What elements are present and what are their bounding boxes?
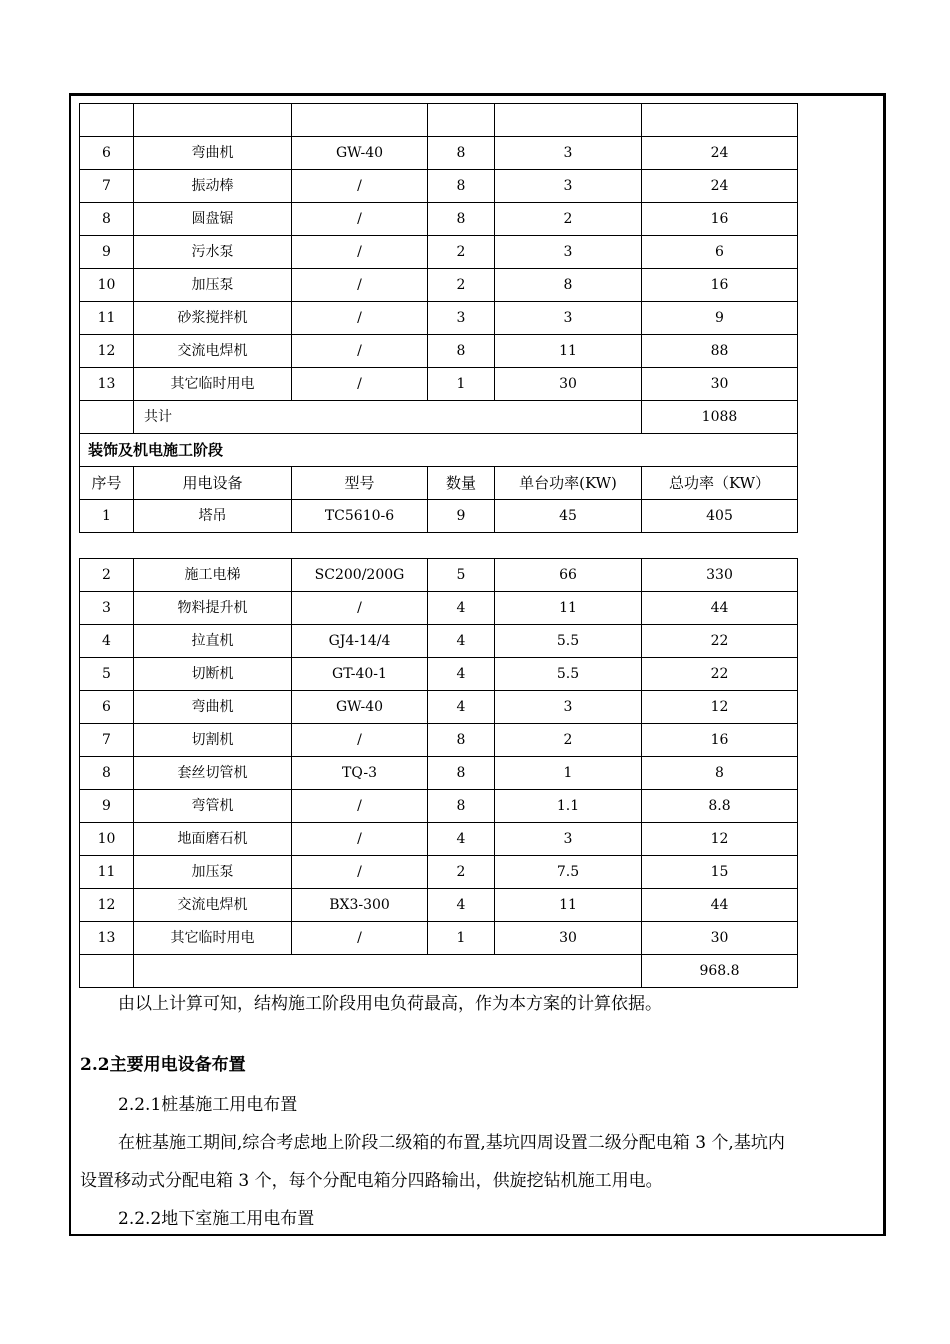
cell-qty: 8	[428, 724, 495, 757]
power-table-structure	[79, 103, 798, 533]
section-heading-row	[80, 434, 798, 467]
cell-no: 8	[80, 757, 134, 790]
cell-model: TC5610-6	[292, 500, 428, 533]
cell-unit-power: 5.5	[495, 625, 642, 658]
cell-no	[80, 104, 134, 137]
table-row	[80, 625, 798, 658]
cell-qty: 4	[428, 889, 495, 922]
cell-unit-power: 3	[495, 302, 642, 335]
total-row	[80, 401, 798, 434]
cell-total-power: 16	[642, 724, 798, 757]
cell-no: 序号	[80, 467, 134, 500]
cell-model	[292, 104, 428, 137]
cell-model: BX3-300	[292, 889, 428, 922]
cell-empty	[80, 401, 134, 434]
cell-unit-power: 11	[495, 889, 642, 922]
section-heading-2-2-2: 2.2.2地下室施工用电布置	[118, 1209, 315, 1229]
cell-device: 拉直机	[134, 625, 292, 658]
section-heading: 装饰及机电施工阶段	[80, 434, 798, 467]
cell-total-power	[642, 104, 798, 137]
cell-device: 用电设备	[134, 467, 292, 500]
cell-qty: 4	[428, 823, 495, 856]
cell-model: /	[292, 856, 428, 889]
cell-qty: 8	[428, 170, 495, 203]
cell-unit-power: 30	[495, 922, 642, 955]
cell-model: /	[292, 922, 428, 955]
cell-device: 其它临时用电	[134, 368, 292, 401]
cell-model: /	[292, 335, 428, 368]
table-row	[80, 757, 798, 790]
cell-device: 加压泵	[134, 856, 292, 889]
cell-device: 物料提升机	[134, 592, 292, 625]
cell-total-power: 30	[642, 368, 798, 401]
cell-no: 10	[80, 269, 134, 302]
cell-unit-power: 3	[495, 691, 642, 724]
table-row	[80, 592, 798, 625]
section-heading-2-2-1: 2.2.1桩基施工用电布置	[118, 1095, 298, 1115]
paragraph-line-1: 在桩基施工期间,综合考虑地上阶段二级箱的布置,基坑四周设置二级分配电箱 3 个,基坑内	[118, 1133, 785, 1153]
cell-model: /	[292, 724, 428, 757]
cell-qty: 1	[428, 368, 495, 401]
cell-device: 切割机	[134, 724, 292, 757]
cell-empty	[80, 955, 134, 988]
cell-empty	[134, 955, 642, 988]
table-row	[80, 559, 798, 592]
cell-qty: 2	[428, 269, 495, 302]
cell-unit-power: 5.5	[495, 658, 642, 691]
cell-device: 交流电焊机	[134, 889, 292, 922]
cell-no: 13	[80, 368, 134, 401]
cell-qty: 4	[428, 625, 495, 658]
total-row	[80, 955, 798, 988]
table-row	[80, 467, 798, 500]
cell-total-power: 330	[642, 559, 798, 592]
cell-model: /	[292, 368, 428, 401]
table-row	[80, 236, 798, 269]
cell-unit-power: 单台功率(KW)	[495, 467, 642, 500]
cell-no: 4	[80, 625, 134, 658]
cell-total-power: 15	[642, 856, 798, 889]
cell-total-power: 9	[642, 302, 798, 335]
cell-unit-power: 7.5	[495, 856, 642, 889]
cell-model: GT-40-1	[292, 658, 428, 691]
table-row	[80, 658, 798, 691]
cell-qty: 4	[428, 658, 495, 691]
cell-no: 11	[80, 302, 134, 335]
table-row	[80, 203, 798, 236]
cell-no: 7	[80, 170, 134, 203]
cell-unit-power: 2	[495, 203, 642, 236]
cell-total-power: 8.8	[642, 790, 798, 823]
cell-unit-power: 66	[495, 559, 642, 592]
cell-model: /	[292, 790, 428, 823]
cell-qty: 8	[428, 790, 495, 823]
cell-model: SC200/200G	[292, 559, 428, 592]
cell-no: 3	[80, 592, 134, 625]
cell-unit-power: 3	[495, 236, 642, 269]
table-row	[80, 302, 798, 335]
cell-model: GJ4-14/4	[292, 625, 428, 658]
cell-qty: 2	[428, 236, 495, 269]
cell-device: 切断机	[134, 658, 292, 691]
cell-total-power: 12	[642, 823, 798, 856]
cell-total-power: 22	[642, 625, 798, 658]
cell-qty: 8	[428, 335, 495, 368]
conclusion-text: 由以上计算可知，结构施工阶段用电负荷最高，作为本方案的计算依据。	[118, 994, 662, 1014]
cell-device: 塔吊	[134, 500, 292, 533]
table-row	[80, 269, 798, 302]
cell-total-power: 405	[642, 500, 798, 533]
cell-no: 12	[80, 889, 134, 922]
cell-total-power: 88	[642, 335, 798, 368]
cell-qty: 8	[428, 203, 495, 236]
cell-total-power: 16	[642, 203, 798, 236]
cell-device: 施工电梯	[134, 559, 292, 592]
table-row	[80, 889, 798, 922]
cell-qty: 8	[428, 757, 495, 790]
cell-no: 2	[80, 559, 134, 592]
cell-device: 弯曲机	[134, 137, 292, 170]
cell-no: 8	[80, 203, 134, 236]
cell-model: /	[292, 236, 428, 269]
cell-unit-power: 1.1	[495, 790, 642, 823]
cell-model: TQ-3	[292, 757, 428, 790]
cell-model: /	[292, 203, 428, 236]
cell-device: 砂浆搅拌机	[134, 302, 292, 335]
cell-total-power: 22	[642, 658, 798, 691]
cell-model: GW-40	[292, 691, 428, 724]
cell-model: 型号	[292, 467, 428, 500]
cell-no: 12	[80, 335, 134, 368]
cell-unit-power: 30	[495, 368, 642, 401]
cell-model: GW-40	[292, 137, 428, 170]
cell-total-power: 8	[642, 757, 798, 790]
cell-total-power: 24	[642, 137, 798, 170]
table-row	[80, 500, 798, 533]
cell-unit-power: 3	[495, 170, 642, 203]
cell-device: 污水泵	[134, 236, 292, 269]
cell-qty: 9	[428, 500, 495, 533]
cell-total-power: 6	[642, 236, 798, 269]
cell-device: 交流电焊机	[134, 335, 292, 368]
table-row	[80, 691, 798, 724]
total-value: 968.8	[642, 955, 798, 988]
cell-device: 地面磨石机	[134, 823, 292, 856]
cell-unit-power: 2	[495, 724, 642, 757]
cell-no: 5	[80, 658, 134, 691]
cell-model: /	[292, 269, 428, 302]
cell-unit-power: 8	[495, 269, 642, 302]
cell-qty: 4	[428, 691, 495, 724]
cell-model: /	[292, 302, 428, 335]
cell-device: 圆盘锯	[134, 203, 292, 236]
paragraph-line-2: 设置移动式分配电箱 3 个，每个分配电箱分四路输出，供旋挖钻机施工用电。	[80, 1171, 663, 1191]
cell-qty: 数量	[428, 467, 495, 500]
cell-device: 振动棒	[134, 170, 292, 203]
cell-no: 11	[80, 856, 134, 889]
cell-model: /	[292, 170, 428, 203]
cell-no: 9	[80, 790, 134, 823]
cell-unit-power: 45	[495, 500, 642, 533]
cell-qty: 3	[428, 302, 495, 335]
cell-qty: 1	[428, 922, 495, 955]
cell-qty: 5	[428, 559, 495, 592]
cell-unit-power: 11	[495, 592, 642, 625]
cell-qty	[428, 104, 495, 137]
cell-total-power: 30	[642, 922, 798, 955]
cell-qty: 8	[428, 137, 495, 170]
total-label: 共计	[134, 401, 642, 434]
cell-total-power: 16	[642, 269, 798, 302]
cell-no: 10	[80, 823, 134, 856]
table-row	[80, 823, 798, 856]
cell-device: 弯曲机	[134, 691, 292, 724]
cell-total-power: 总功率（KW）	[642, 467, 798, 500]
cell-qty: 4	[428, 592, 495, 625]
cell-unit-power: 3	[495, 137, 642, 170]
table-row	[80, 790, 798, 823]
cell-qty: 2	[428, 856, 495, 889]
cell-device: 套丝切管机	[134, 757, 292, 790]
cell-total-power: 44	[642, 889, 798, 922]
cell-device: 加压泵	[134, 269, 292, 302]
cell-total-power: 12	[642, 691, 798, 724]
section-heading-2-2: 2.2主要用电设备布置	[80, 1055, 246, 1075]
cell-no: 13	[80, 922, 134, 955]
cell-model: /	[292, 823, 428, 856]
cell-no: 6	[80, 691, 134, 724]
cell-device: 其它临时用电	[134, 922, 292, 955]
cell-device	[134, 104, 292, 137]
table-row	[80, 724, 798, 757]
table-row	[80, 856, 798, 889]
cell-total-power: 24	[642, 170, 798, 203]
table-row	[80, 104, 798, 137]
cell-unit-power: 1	[495, 757, 642, 790]
cell-no: 6	[80, 137, 134, 170]
cell-device: 弯管机	[134, 790, 292, 823]
table-row	[80, 170, 798, 203]
table-row	[80, 922, 798, 955]
table-row	[80, 335, 798, 368]
total-value: 1088	[642, 401, 798, 434]
cell-unit-power: 11	[495, 335, 642, 368]
power-table-decoration	[79, 558, 798, 988]
cell-total-power: 44	[642, 592, 798, 625]
table-row	[80, 368, 798, 401]
cell-unit-power: 3	[495, 823, 642, 856]
cell-no: 9	[80, 236, 134, 269]
cell-unit-power	[495, 104, 642, 137]
cell-no: 1	[80, 500, 134, 533]
table-row	[80, 137, 798, 170]
cell-model: /	[292, 592, 428, 625]
cell-no: 7	[80, 724, 134, 757]
